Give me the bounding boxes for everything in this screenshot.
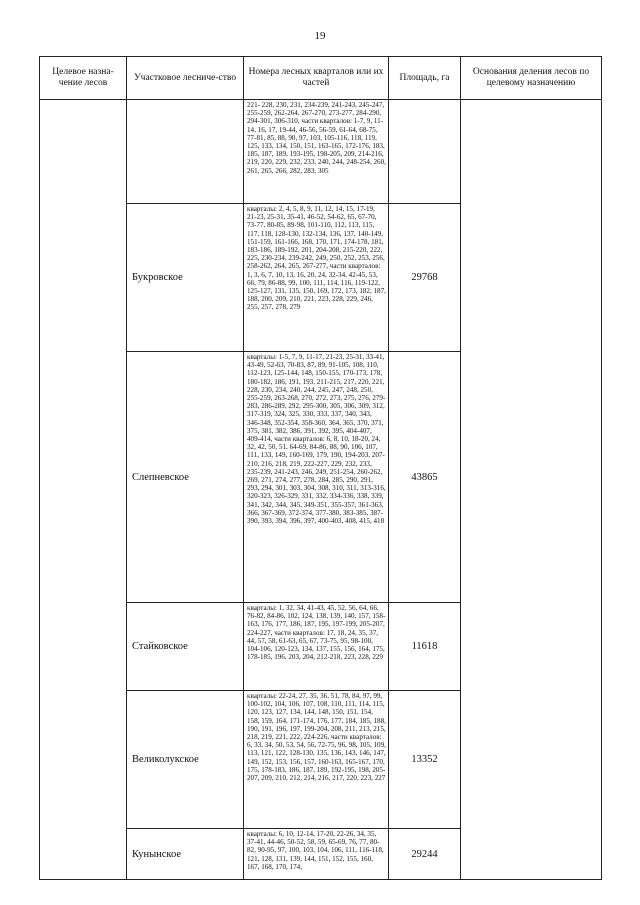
quarters-cell: 221- 228, 230, 231, 234-239, 241-243, 245-247, 255-259, 262-264, 267-270, 273-277, 284-290, 294-301, 306-310, части кварталов: 1-7, 9, 11-14, 16, 17, 19-44, 46-56, 56-59, 61-64, 68-75, 77-81, 85, 88, 90, 97, 103, 105-116, 118, 119, 125, 133, 134, 150, 151, 163-165, 172-176, 183, 185, 187, 189, 193-195, 198-205, 209, 214-216, 219, 220, 229, 232, 233, 240, 244, 248-254, 260, 261, 265, 266, 282, 283, 305 — [244, 100, 389, 204]
district-cell: Букровское — [127, 204, 244, 352]
area-cell: 11618 — [389, 603, 461, 691]
table-body — [40, 100, 602, 880]
header-purpose: Целевое назна-чение лесов — [40, 57, 127, 100]
page-number: 19 — [314, 30, 326, 42]
district-cell — [127, 100, 244, 204]
quarters-cell: кварталы: 1, 32, 34, 41-43, 45, 52, 56, 64, 66, 76-82, 84-86, 102, 124, 138, 139, 140, 157, 158-163, 176, 177, 186, 187, 195, 197-199, 205-207, 224-227, части кварталов: 17, 18, 24, 35, 37, 44, 57, 58, 61-63, 65, 67, 73-75, 95, 98-100, 104-106, 120-123, 134, 137, 155, 156, 164, 175, 178-185, 196, 203, 204, 212-218, 223, 228, 229 — [244, 603, 389, 691]
quarters-cell: кварталы: 22-24, 27, 35, 36, 51, 78, 84, 97, 99, 100-102, 104, 106, 107, 108, 110, 111, 114, 115, 120, 123, 127, 134, 144, 148, 150, 151, 154, 158, 159, 164, 171-174, 176, 177, 184, 185, 188, 190, 191, 196, 197, 199-204, 208, 211, 213, 215, 218, 219, 221, 222, 224-226, части кварталов: 6, 33, 34, 50, 53, 54, 56, 72-75, 96, 98, 105, 109, 113, 121, 122, 128-130, 135, 136, 143, 146, 147, 149, 152, 153, 156, 157, 160-163, 165-167, 170, 175, 178-183, 186, 187, 189, 192-195, 198, 205-207, 209, 210, 212, 214, 216, 217, 220, 223, 227 — [244, 691, 389, 829]
header-area: Площадь, га — [389, 57, 461, 100]
area-cell: 43865 — [389, 352, 461, 603]
header-basis: Основания деления лесов по целевому назначению — [461, 57, 602, 100]
quarters-cell: кварталы: 2, 4, 5, 8, 9, 11, 12, 14, 15, 17-19, 21-23, 25-31, 35-41, 46-52, 54-62, 65, 67-70, 73-77, 80-85, 89-98, 101-110, 112, 113, 115, 117, 118, 128-130, 132-134, 136, 137, 140-149, 151-159, 161-166, 168, 170, 171, 174-178, 181, 183-186, 189-192, 201, 204-208, 215-220, 222, 225, 230-234, 239-242, 249, 250, 252, 253, 256, 258-262, 264, 265, 267-277, части кварталов: 1, 3, 6, 7, 10, 13, 16, 20, 24, 32-34, 42-45, 53, 66, 79, 86-88, 99, 100, 111, 114, 116, 119-122, 125-127, 131, 135, 150, 169, 172, 173, 182, 187, 188, 200, 209, 210, 221, 223, 228, 229, 246, 255, 257, 278, 279 — [244, 204, 389, 352]
district-cell: Великолукское — [127, 691, 244, 829]
purpose-cell — [40, 100, 127, 880]
quarters-cell: кварталы: 6, 10, 12-14, 17-20, 22-26, 34, 35, 37-41, 44-46, 50-52, 58, 59, 65-69, 76, 77, 80-82, 90-95, 97, 100, 103, 104, 106, 111, 116-118, 121, 128, 131, 139, 144, 151, 152, 155, 160, 167, 168, 170, 174, — [244, 829, 389, 880]
header-quarters: Номера лесных кварталов или их частей — [244, 57, 389, 100]
quarters-cell: кварталы: 1-5, 7, 9, 11-17, 21-23, 25-31, 33-41, 43-49, 52-63, 70-83, 87, 89, 91-105, 108, 110, 112-123, 125-144, 148, 150-155, 170-173, 178, 180-182, 186, 191, 193, 211-215, 217, 220, 221, 228, 230, 234, 240, 244, 245, 247, 248, 250, 255-259, 263-268, 270, 272, 273, 275, 276, 279-283, 286-289, 292, 295-300, 305, 306, 309, 312, 317-319, 324, 325, 330, 333, 337, 340, 343, 346-348, 352-354, 358-360, 364, 365, 370, 371, 375, 381, 382, 386, 391, 392, 395, 404-407, 409-414, части кварталов: 6, 8, 10, 18-20, 24, 32, 42, 50, 51, 64-69, 84-86, 88, 90, 106, 107, 111, 133, 149, 160-169, 179, 190, 194-203, 207-210, 216, 218, 219, 222-227, 229, 232, 233, 235-239, 241-243, 246, 249, 251-254, 260-262, 269, 271, 274, 277, 278, 284, 285, 290, 291, 293, 294, 301, 303, 304, 308, 310, 311, 313-316, 320-323, 326-329, 331, 332, 334-336, 338, 339, 341, 342, 344, 345, 349-351, 355-357, 361-363, 366, 367-369, 372-374, 377-380, 383-385, 387-390, 393, 394, 396, 397, 400-403, 408, 415, 418 — [244, 352, 389, 603]
table-row — [40, 100, 602, 204]
forest-division-table — [39, 56, 602, 880]
table-header — [40, 57, 602, 100]
area-cell: 29768 — [389, 204, 461, 352]
district-cell: Кунынское — [127, 829, 244, 880]
area-cell: 13352 — [389, 691, 461, 829]
district-cell: Слепневское — [127, 352, 244, 603]
area-cell — [389, 100, 461, 204]
area-cell: 29244 — [389, 829, 461, 880]
district-cell: Стайковское — [127, 603, 244, 691]
basis-cell — [461, 100, 602, 880]
header-district: Участковое лесниче-ство — [127, 57, 244, 100]
